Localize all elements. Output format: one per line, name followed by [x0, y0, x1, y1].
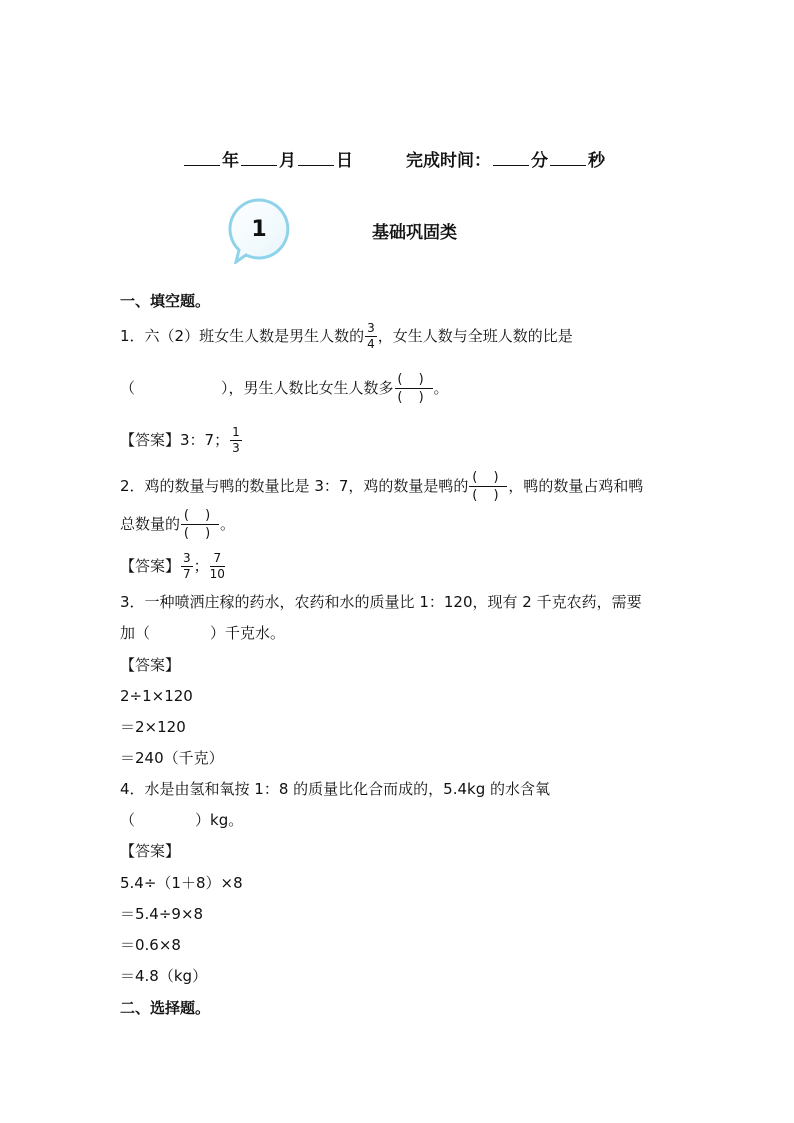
q3-text-end: ）千克水。: [210, 624, 286, 642]
fraction-numerator: 7: [213, 551, 222, 565]
q4-answer-label: 【答案】: [120, 842, 181, 860]
badge-number: 1: [251, 216, 267, 242]
q4-step-4: ＝4.8（kg）: [120, 967, 208, 985]
fraction-numerator: 1: [232, 425, 240, 439]
q4-line2: [120, 809, 243, 831]
q1-blank-fraction[interactable]: [395, 372, 433, 405]
answer-label: 【答案】: [120, 557, 181, 575]
q1-answer: [120, 426, 243, 455]
q3-line2: [120, 622, 285, 644]
q3-step-2: ＝2×120: [120, 718, 186, 736]
q4-step-1: 5.4÷（1＋8）×8: [120, 874, 243, 892]
fraction-denominator: 10: [209, 567, 225, 581]
q1-line2: [120, 372, 449, 405]
q2-line1: [120, 470, 643, 503]
day-blank[interactable]: [298, 147, 334, 166]
fraction-numerator: ( ): [472, 470, 505, 485]
fraction-numerator: 3: [183, 551, 191, 565]
second-blank[interactable]: [550, 147, 586, 166]
q2-blank-fraction-2[interactable]: [181, 508, 219, 541]
month-label: 月: [279, 151, 296, 171]
date-fields: [182, 146, 353, 171]
q1-line1: [120, 322, 573, 351]
q3-step-1: 2÷1×120: [120, 687, 193, 705]
q4-text-end: ）kg。: [195, 811, 244, 829]
q4-step-3: ＝0.6×8: [120, 936, 181, 954]
q1-text-tail: ，女生人数与全班人数的比是: [377, 327, 573, 345]
time-fields: [406, 146, 605, 171]
q2-text: 2．鸡的数量与鸭的数量比是 3：7，鸡的数量是鸭的: [120, 477, 469, 495]
section-badge: [228, 198, 294, 264]
q2-text2: 总数量的: [120, 515, 181, 533]
q1-answer-text: 3：7；: [180, 431, 230, 449]
q4-step-2: ＝5.4÷9×8: [120, 905, 204, 923]
q1-text: 1．六（2）班女生人数是男生人数的: [120, 327, 365, 345]
q1-period: 。: [433, 379, 449, 397]
q2-blank-fraction-1[interactable]: [469, 470, 507, 503]
fraction-denominator: ( ): [183, 526, 217, 541]
q2-line2: [120, 508, 235, 541]
minute-blank[interactable]: [493, 147, 529, 166]
fraction-numerator: ( ): [397, 372, 430, 387]
q2-answer-separator: ；: [193, 557, 209, 575]
fraction-bar: [181, 524, 219, 525]
answer-label: 【答案】: [120, 431, 181, 449]
q4-text: （: [120, 811, 136, 829]
day-label: 日: [336, 151, 353, 171]
fraction-denominator: 4: [367, 337, 375, 351]
minute-label: 分: [531, 151, 548, 171]
fraction-denominator: 7: [183, 567, 191, 581]
q3-answer-label: 【答案】: [120, 656, 181, 674]
fraction-bar: [395, 388, 433, 389]
part2-title: 二、选择题。: [120, 999, 211, 1017]
fraction-denominator: 3: [232, 441, 240, 455]
part1-title: 一、填空题。: [120, 292, 211, 310]
fraction-numerator: 3: [367, 321, 375, 335]
q3-step-3: ＝240（千克）: [120, 749, 224, 767]
q2-answer: [120, 552, 226, 581]
q1-text2: ），男生人数比女生人数多: [221, 379, 394, 397]
q3-line1: 3．一种喷洒庄稼的药水，农药和水的质量比 1：120，现有 2 千克农药，需要: [120, 593, 642, 611]
q4-line1: 4．水是由氢和氧按 1：8 的质量比化合而成的，5.4kg 的水含氧: [120, 780, 550, 798]
month-blank[interactable]: [241, 147, 277, 166]
q2-answer-fraction-1: [181, 552, 193, 581]
year-blank[interactable]: [184, 147, 220, 166]
time-label: 完成时间：: [406, 151, 491, 171]
second-label: 秒: [588, 151, 605, 171]
q3-text: 加（: [120, 624, 151, 642]
fraction-denominator: ( ): [472, 488, 505, 503]
fraction-numerator: ( ): [183, 508, 217, 523]
section-title: 基础巩固类: [372, 223, 457, 243]
q2-answer-fraction-2: [210, 552, 225, 581]
year-label: 年: [222, 151, 239, 171]
fraction-bar: [469, 486, 507, 487]
q1-answer-fraction: [230, 426, 242, 455]
q1-blank-open: （: [120, 379, 136, 397]
q2-text-tail: ，鸭的数量占鸡和鸭: [508, 477, 644, 495]
fraction-denominator: ( ): [397, 390, 430, 405]
q2-period: 。: [220, 515, 236, 533]
q1-fraction: [365, 322, 377, 351]
